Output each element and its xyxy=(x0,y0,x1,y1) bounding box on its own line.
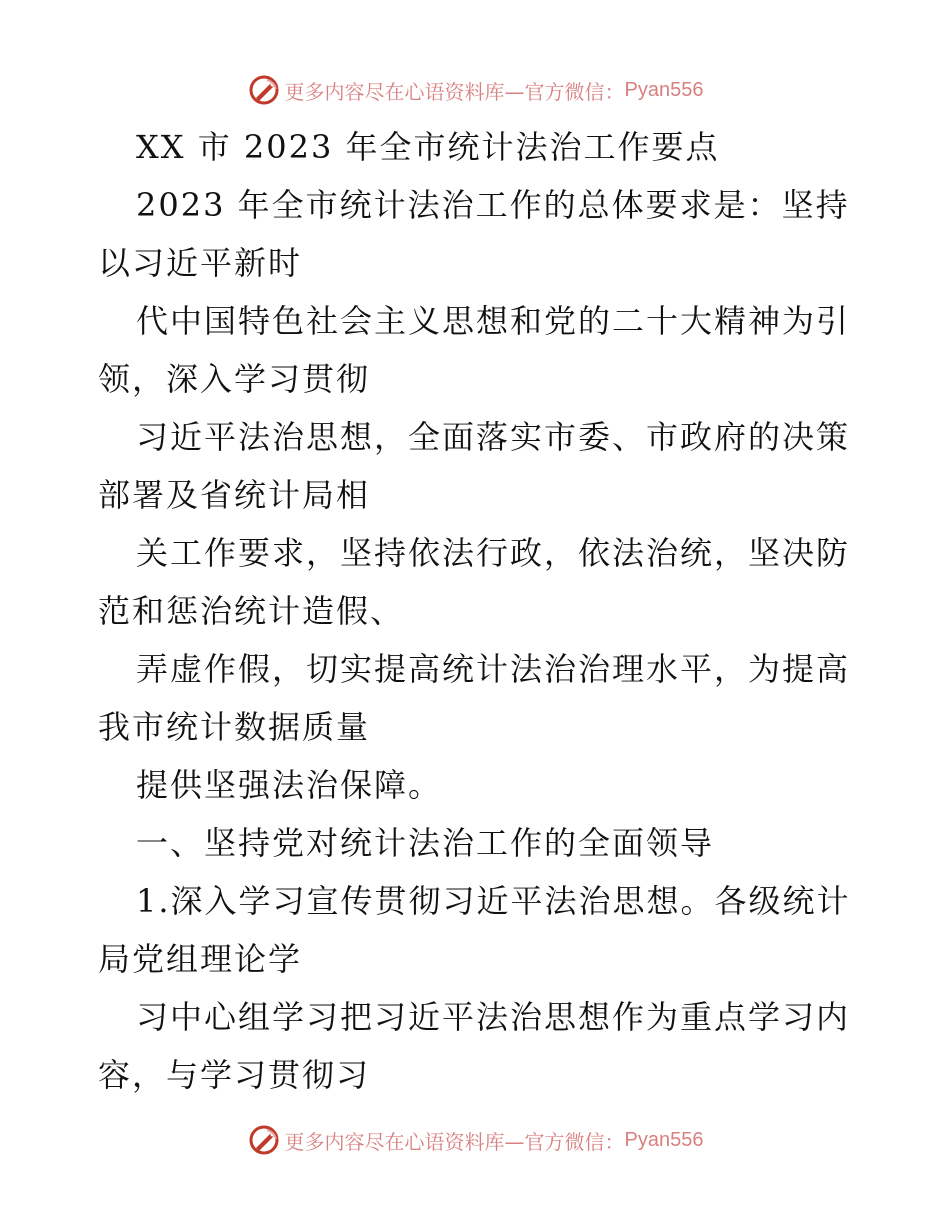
paragraph-line: 提供坚强法治保障。 xyxy=(136,766,443,804)
paragraph-line: 领，深入学习贯彻 xyxy=(98,360,371,398)
paragraph-line: 代中国特色社会主义思想和党的二十大精神为引 xyxy=(136,302,851,340)
paragraph-line: 部署及省统计局相 xyxy=(98,476,371,514)
paragraph-line: 1.深入学习宣传贯彻习近平法治思想。各级统计 xyxy=(136,882,851,920)
banner-promo-text: 更多内容尽在心语资料库—官方微信： xyxy=(284,79,625,104)
document-title: XX 市 2023 年全市统计法治工作要点 xyxy=(136,128,720,166)
header-banner xyxy=(0,70,950,110)
banner-wechat-id: Pyan556 xyxy=(624,1128,704,1151)
pen-nib-logo-icon xyxy=(247,1123,281,1157)
paragraph-line: 以习近平新时 xyxy=(98,244,303,282)
paragraph-line: 范和惩治统计造假、 xyxy=(98,592,405,630)
paragraph-line: 弄虚作假，切实提高统计法治治理水平，为提高 xyxy=(136,650,851,688)
section-heading: 一、坚持党对统计法治工作的全面领导 xyxy=(136,824,715,862)
paragraph-line: 习中心组学习把习近平法治思想作为重点学习内 xyxy=(136,998,851,1036)
paragraph-line: 2023 年全市统计法治工作的总体要求是：坚持 xyxy=(136,186,850,224)
paragraph-line: 容，与学习贯彻习 xyxy=(98,1056,371,1094)
pen-nib-logo-icon xyxy=(247,73,281,107)
footer-banner xyxy=(0,1120,950,1160)
document-body xyxy=(98,118,858,1104)
paragraph-line: 习近平法治思想，全面落实市委、市政府的决策 xyxy=(136,418,851,456)
paragraph-line: 关工作要求，坚持依法行政，依法治统，坚决防 xyxy=(136,534,851,572)
banner-promo-text: 更多内容尽在心语资料库—官方微信： xyxy=(284,1129,625,1154)
paragraph-line: 我市统计数据质量 xyxy=(98,708,371,746)
paragraph-line: 局党组理论学 xyxy=(98,940,303,978)
banner-wechat-id: Pyan556 xyxy=(624,78,704,101)
